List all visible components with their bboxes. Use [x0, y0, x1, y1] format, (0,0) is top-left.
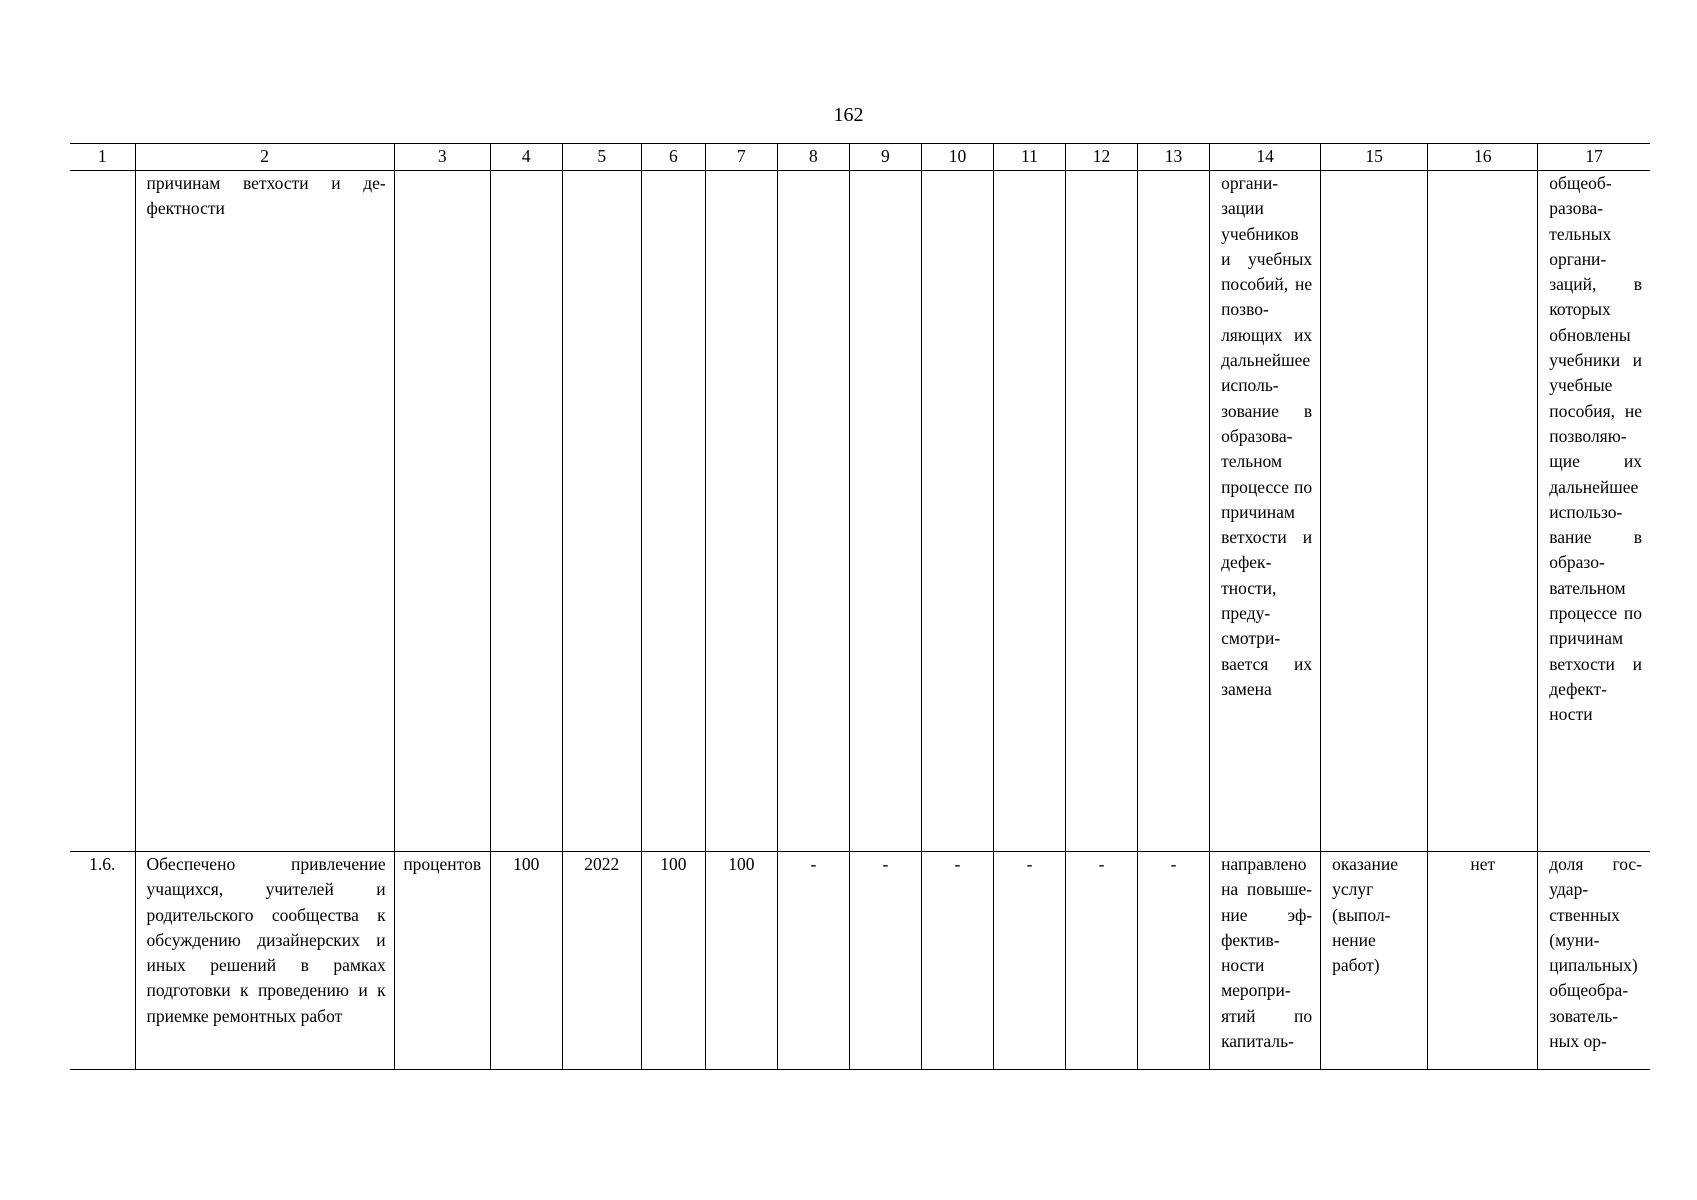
year-cell: 2022 — [562, 852, 641, 1070]
value-cell — [777, 171, 849, 852]
column-number: 16 — [1428, 144, 1538, 171]
table-row — [70, 852, 1650, 1070]
category-cell: оказание услуг (выполнение работ) — [1321, 852, 1428, 1070]
column-number: 8 — [777, 144, 849, 171]
column-number: 10 — [921, 144, 993, 171]
comment-cell: организации учебников и учебных пособий, не позволяющих их дальнейшее использование в образовательном процессе по причинам ветхости и дефектности, предусмотривается их замена — [1210, 171, 1321, 852]
indicator-cell: общеобразовательных организаций, в которых обновлены учебники и учебные пособия, не позволяющие их дальнейшее использование в образовательном процессе по причинам ветхости и дефектности — [1538, 171, 1650, 852]
value-cell — [849, 171, 921, 852]
value-cell: - — [1138, 852, 1210, 1070]
value-cell: - — [849, 852, 921, 1070]
description-cell: Обеспечено привлечение учащихся, учителей и родительского сообщества к обсуждению дизайнерских и иных решений в рамках подготовки к проведению и к приемке ремонтных работ — [135, 852, 394, 1070]
description-cell: причинам ветхости и дефектности — [135, 171, 394, 852]
year-cell — [562, 171, 641, 852]
column-number: 11 — [993, 144, 1065, 171]
value-cell — [993, 171, 1065, 852]
unit-cell: процентов — [394, 852, 490, 1070]
unit-cell — [394, 171, 490, 852]
value-cell — [1066, 171, 1138, 852]
item-number-cell — [70, 171, 135, 852]
flag-cell: нет — [1428, 852, 1538, 1070]
value-cell — [705, 171, 777, 852]
page-number: 162 — [833, 104, 864, 126]
value-cell: 100 — [641, 852, 705, 1070]
value-cell — [921, 171, 993, 852]
comment-cell: направлено на повышение эффективности мероприятий по капиталь- — [1210, 852, 1321, 1070]
value-cell — [641, 171, 705, 852]
column-number: 14 — [1210, 144, 1321, 171]
value-cell — [490, 171, 562, 852]
data-table — [70, 143, 1650, 1070]
table-row — [70, 171, 1650, 852]
value-cell: 100 — [490, 852, 562, 1070]
flag-cell — [1428, 171, 1538, 852]
value-cell: - — [777, 852, 849, 1070]
column-number: 12 — [1066, 144, 1138, 171]
column-number: 4 — [490, 144, 562, 171]
value-cell: - — [921, 852, 993, 1070]
value-cell — [1138, 171, 1210, 852]
item-number-cell: 1.6. — [70, 852, 135, 1070]
value-cell: 100 — [705, 852, 777, 1070]
column-number: 7 — [705, 144, 777, 171]
column-number: 5 — [562, 144, 641, 171]
value-cell: - — [993, 852, 1065, 1070]
column-number: 3 — [394, 144, 490, 171]
column-number: 15 — [1321, 144, 1428, 171]
column-number-row — [70, 144, 1650, 171]
indicator-cell: доля государственных (муниципальных) общеобразовательных ор- — [1538, 852, 1650, 1070]
column-number: 6 — [641, 144, 705, 171]
category-cell — [1321, 171, 1428, 852]
column-number: 9 — [849, 144, 921, 171]
column-number: 2 — [135, 144, 394, 171]
value-cell: - — [1066, 852, 1138, 1070]
column-number: 17 — [1538, 144, 1650, 171]
column-number: 1 — [70, 144, 135, 171]
column-number: 13 — [1138, 144, 1210, 171]
